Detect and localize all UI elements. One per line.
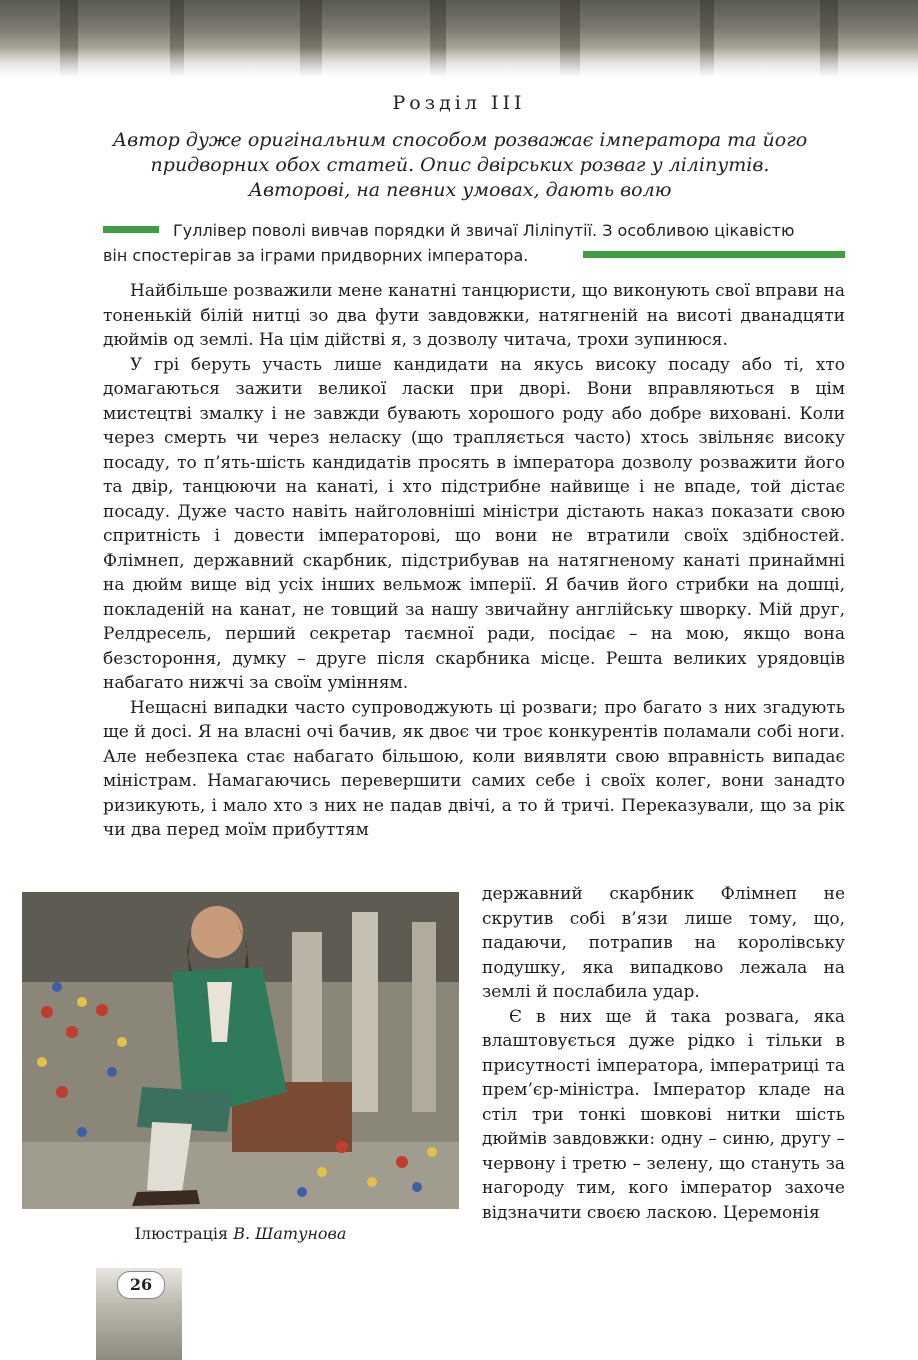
paragraph: У грі беруть участь лише кандидати на якусь високу посаду або ті, хто домагаються зажити великої ласки при дворі. Вони вправляються в цім мистецтві змалку і не завжди бувають хорошого роду або добре виховані. Коли через смерть чи через неласку (що трапляється часто) хтось звільняє високу посаду, то п’ять-шість кандидатів просять в імператора дозволу розважити його та двір, танцюючи на канаті, і хто підстрибне найвище і не впаде, той дістає посаду. Дуже часто навіть найголовніші міністри дістають наказ показати свою спритність і довести імператорові, що вони не втратили своїх здібностей. Флімнеп, державний скарбник, підстрибував на натягненому канаті принаймні на дюйм вище від усіх інших вельмож імперії. Я бачив його стрибки на дошці, покладеній на канат, не товщий за нашу звичайну англійську шворку. Мій друг, Релдресель, перший секретар таємної ради, посідає – на мою, якщо вона безстороння, думку – друге після скарбника місце. Решта великих урядовців набагато нижчі за своїм умінням. <box>103 354 845 693</box>
intro-line: Гуллівер поволі вивчав порядки й звичаї Ліліпутії. З особливою цікавістю <box>173 221 795 240</box>
right-column-text <box>482 882 845 1225</box>
illustration-caption <box>22 1224 459 1243</box>
chapter-summary <box>80 128 840 203</box>
summary-line: придворних обох статей. Опис двірських розваг у ліліпутів. <box>150 154 770 176</box>
intro-note <box>103 218 845 268</box>
summary-line: Авторові, на певних умовах, дають волю <box>248 179 672 201</box>
caption-author: В. Шатунова <box>233 1224 347 1243</box>
header-banner-image <box>0 0 918 78</box>
green-bar-decoration <box>103 226 159 233</box>
gulliver-illustration <box>22 892 459 1209</box>
paragraph: Нещасні випадки часто супроводжують ці розваги; про багато з них згадують ще й досі. Я на власні очі бачив, як двоє чи троє конкурентів поламали собі ноги. Але небезпека стає набагато більшою, коли виявляти свою вправність випадає міністрам. Намагаючись перевершити самих себе і своїх колег, вони занадто ризикують, і мало хто з них не падав двічі, а то й тричі. Переказували, що за рік чи два перед моїм прибуттям <box>103 697 845 840</box>
paragraph: Найбільше розважили мене канатні танцюристи, що виконують свої вправи на тоненькій білій нитці зо два фути завдовжки, натягненій на висоті дванадцяти дюймів од землі. На цім дійстві я, з дозволу читача, трохи зупинюся. <box>103 281 845 350</box>
chapter-heading: Розділ III <box>392 92 526 114</box>
illustration-image <box>22 892 459 1209</box>
summary-line: Автор дуже оригінальним способом розважає імператора та його <box>112 129 808 151</box>
page-number: 26 <box>117 1271 165 1299</box>
main-text <box>103 279 845 843</box>
paragraph: державний скарбник Флімнеп не скрутив собі в’язи лише тому, що, падаючи, потрапив на королівську подушку, яка випадково лежала на землі й послабила удар. <box>482 884 845 1002</box>
paragraph: Є в них ще й така розвага, яка влаштовується дуже рідко і тільки в присутності імператора, імператриці та прем’єр-міністра. Імператор кладе на стіл три тонкі шовкові нитки шість дюймів завдовжки: одну – синю, другу – червону і третю – зелену, що стануть за нагороду тим, кого імператор захоче відзначити своєю ласкою. Церемонія <box>482 1006 845 1223</box>
green-bar-decoration <box>583 251 845 258</box>
caption-prefix: Ілюстрація <box>134 1224 229 1243</box>
intro-line: він спостерігав за іграми придворних імператора. <box>103 246 529 265</box>
